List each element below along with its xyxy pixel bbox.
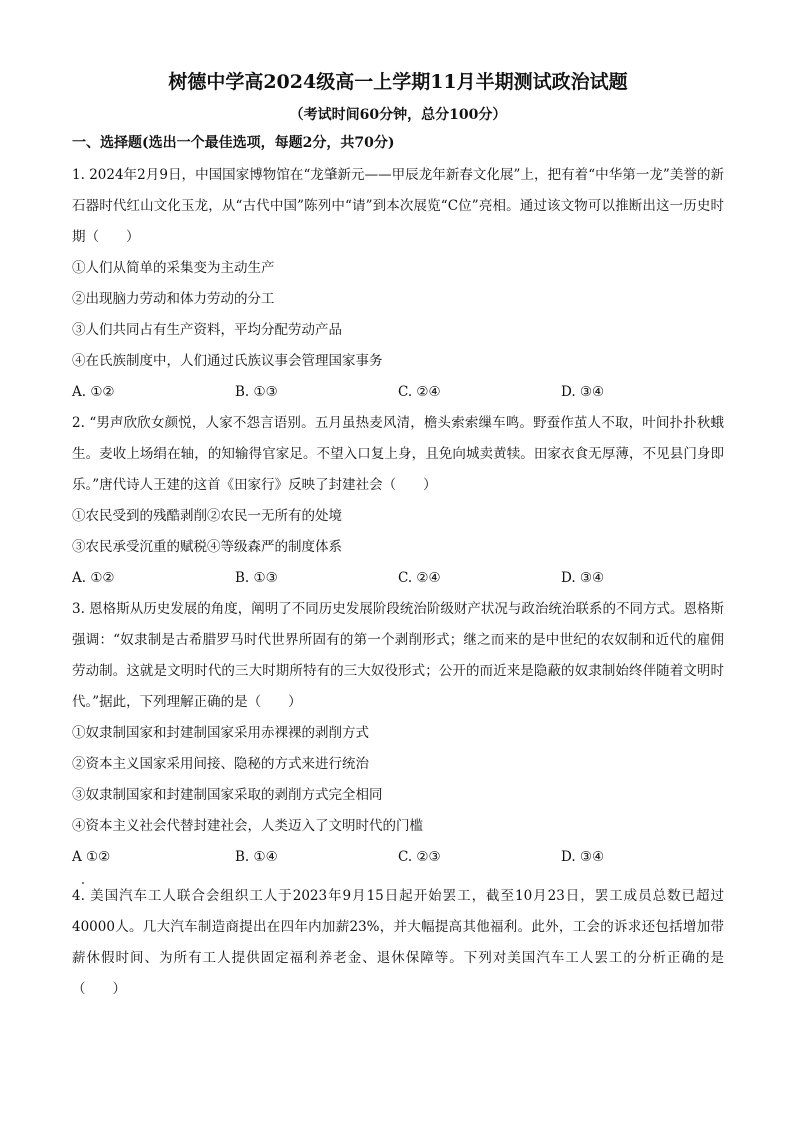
choice-a: A. ①② — [72, 570, 115, 586]
choice-c: C. ②③ — [398, 849, 441, 865]
statement-item: ②资本主义国家采用间接、隐秘的方式来进行统治 — [72, 756, 369, 772]
choice-b: B. ①④ — [235, 849, 278, 865]
choice-c: C. ②④ — [398, 384, 441, 400]
question-stem: 4. 美国汽车工人联合会组织工人于2023年9月15日起开始罢工，截至10月23日，罢工成员总数已超过40000人。几大汽车制造商提出在四年内加薪23%，并大幅提高其他福利。此外，工会的诉求还包括增加带薪休假时间、为所有工人提供固定福利养老金、退休保障等。下列对美国汽车工人罢工的分析正确的是（ ） — [72, 888, 724, 997]
question-stem: 3. 恩格斯从历史发展的角度，阐明了不同历史发展阶段统治阶级财产状况与政治统治联系的不同方式。恩格斯强调：“奴隶制是古希腊罗马时代世界所固有的第一个剥削形式；继之而来的是中世纪的农奴制和近代的雇佣劳动制。这就是文明时代的三大时期所特有的三大奴役形式；公开的而近来是隐蔽的奴隶制始终伴随着文明时代。”据此，下列理解正确的是（ ） — [72, 601, 724, 710]
statement-item: ③奴隶制国家和封建制国家采取的剥削方式完全相同 — [72, 787, 383, 803]
statement-item: ③人们共同占有生产资料，平均分配劳动产品 — [72, 322, 342, 338]
choice-d: D. ③④ — [561, 384, 605, 400]
statement-item: ④在氏族制度中，人们通过氏族议事会管理国家事务 — [72, 353, 383, 369]
choice-a: A ①② — [72, 849, 111, 865]
answer-choices — [72, 377, 724, 408]
question-2 — [72, 408, 724, 594]
choice-b: B. ①③ — [235, 384, 278, 400]
statement-item: ③农民承受沉重的赋税④等级森严的制度体系 — [72, 539, 342, 555]
question-stem: 1. 2024年2月9日，中国国家博物馆在“龙肇新元——甲辰龙年新春文化展”上，把有着“中华第一龙”美誉的新石器时代红山文化玉龙，从“古代中国”陈列中“请”到本次展览“C位”亮相。通过该文物可以推断出这一历史时期（ ） — [72, 167, 724, 245]
question-3 — [72, 594, 724, 873]
choice-c: C. ②④ — [398, 570, 441, 586]
page-title: 树德中学高2024级高一上学期11月半期测试政治试题 — [168, 71, 628, 93]
statement-item: ①奴隶制国家和封建制国家采用赤裸裸的剥削方式 — [72, 725, 369, 741]
choice-b: B. ①③ — [235, 570, 278, 586]
scan-speck — [82, 882, 84, 884]
question-4 — [72, 881, 724, 1005]
statement-item: ①农民受到的残酷剥削②农民一无所有的处境 — [72, 508, 342, 524]
choice-a: A. ①② — [72, 384, 115, 400]
choice-d: D. ③④ — [561, 849, 605, 865]
choice-d: D. ③④ — [561, 570, 605, 586]
question-stem: 2. “男声欣欣女颜悦，人家不怨言语别。五月虽热麦风清，檐头索索缫车鸣。野蚕作茧人不取，叶间扑扑秋蛾生。麦收上场绢在轴，的知输得官家足。不望入口复上身，且免向城卖黄犊。田家衣食无厚薄，不见县门身即乐。”唐代诗人王建的这首《田家行》反映了封建社会（ ） — [72, 415, 724, 493]
statement-item: ④资本主义社会代替封建社会，人类迈入了文明时代的门槛 — [72, 818, 423, 834]
statement-item: ①人们从简单的采集变为主动生产 — [72, 260, 275, 276]
answer-choices — [72, 842, 724, 873]
question-1 — [72, 160, 724, 408]
answer-choices — [72, 563, 724, 594]
section-heading: 一、选择题(选出一个最佳选项，每题2分，共70分) — [72, 135, 395, 151]
exam-page — [72, 68, 724, 1005]
statement-item: ②出现脑力劳动和体力劳动的分工 — [72, 291, 275, 307]
exam-info: （考试时间60分钟，总分100分） — [289, 107, 507, 123]
